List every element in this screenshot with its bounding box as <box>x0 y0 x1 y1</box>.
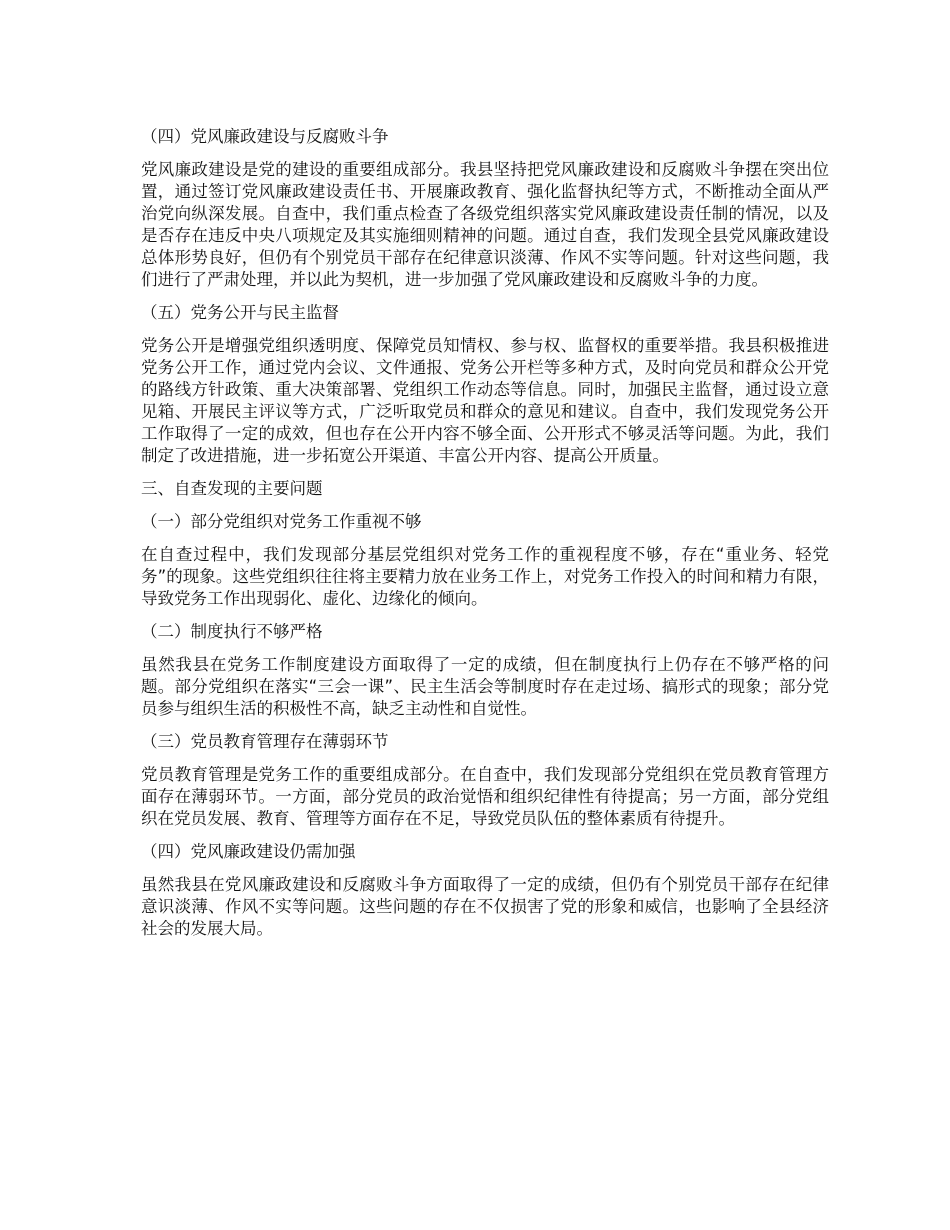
paragraph: 党务公开是增强党组织透明度、保障党员知情权、参与权、监督权的重要举措。我县积极推进党务公开工作，通过党内会议、文件通报、党务公开栏等多种方式，及时向党员和群众公开党的路线方针政策、重大决策部署、党组织工作动态等信息。同时，加强民主监督，通过设立意见箱、开展民主评议等方式，广泛听取党员和群众的意见和建议。自查中，我们发现党务公开工作取得了一定的成效，但也存在公开内容不够全面、公开形式不够灵活等问题。为此，我们制定了改进措施，进一步拓宽公开渠道、丰富公开内容、提高公开质量。 <box>141 336 829 465</box>
section-heading: （三）党员教育管理存在薄弱环节 <box>141 732 389 751</box>
chapter-heading: 三、自查发现的主要问题 <box>141 479 323 498</box>
paragraph: 虽然我县在党风廉政建设和反腐败斗争方面取得了一定的成绩，但仍有个别党员干部存在纪律意识淡薄、作风不实等问题。这些问题的存在不仅损害了党的形象和威信，也影响了全县经济社会的发展大局。 <box>141 875 829 938</box>
section-heading: （四）党风廉政建设仍需加强 <box>141 842 356 861</box>
paragraph: 虽然我县在党务工作制度建设方面取得了一定的成绩，但在制度执行上仍存在不够严格的问题。部分党组织在落实“三会一课”、民主生活会等制度时存在走过场、搞形式的现象；部分党员参与组织生活的积极性不高，缺乏主动性和自觉性。 <box>141 655 829 718</box>
paragraph: 在自查过程中，我们发现部分基层党组织对党务工作的重视程度不够，存在“重业务、轻党务”的现象。这些党组织往往将主要精力放在业务工作上，对党务工作投入的时间和精力有限，导致党务工作出现弱化、虚化、边缘化的倾向。 <box>141 545 829 608</box>
section-heading: （二）制度执行不够严格 <box>141 622 323 641</box>
section-heading: （一）部分党组织对党务工作重视不够 <box>141 512 422 531</box>
section-heading: （四）党风廉政建设与反腐败斗争 <box>141 127 389 146</box>
document-body <box>141 126 829 951</box>
paragraph: 党员教育管理是党务工作的重要组成部分。在自查中，我们发现部分党组织在党员教育管理方面存在薄弱环节。一方面，部分党员的政治觉悟和组织纪律性有待提高；另一方面，部分党组织在党员发展、教育、管理等方面存在不足，导致党员队伍的整体素质有待提升。 <box>141 765 829 828</box>
paragraph: 党风廉政建设是党的建设的重要组成部分。我县坚持把党风廉政建设和反腐败斗争摆在突出位置，通过签订党风廉政建设责任书、开展廉政教育、强化监督执纪等方式，不断推动全面从严治党向纵深发展。自查中，我们重点检查了各级党组织落实党风廉政建设责任制的情况，以及是否存在违反中央八项规定及其实施细则精神的问题。通过自查，我们发现全县党风廉政建设总体形势良好，但仍有个别党员干部存在纪律意识淡薄、作风不实等问题。针对这些问题，我们进行了严肃处理，并以此为契机，进一步加强了党风廉政建设和反腐败斗争的力度。 <box>141 160 829 289</box>
section-heading: （五）党务公开与民主监督 <box>141 303 339 322</box>
